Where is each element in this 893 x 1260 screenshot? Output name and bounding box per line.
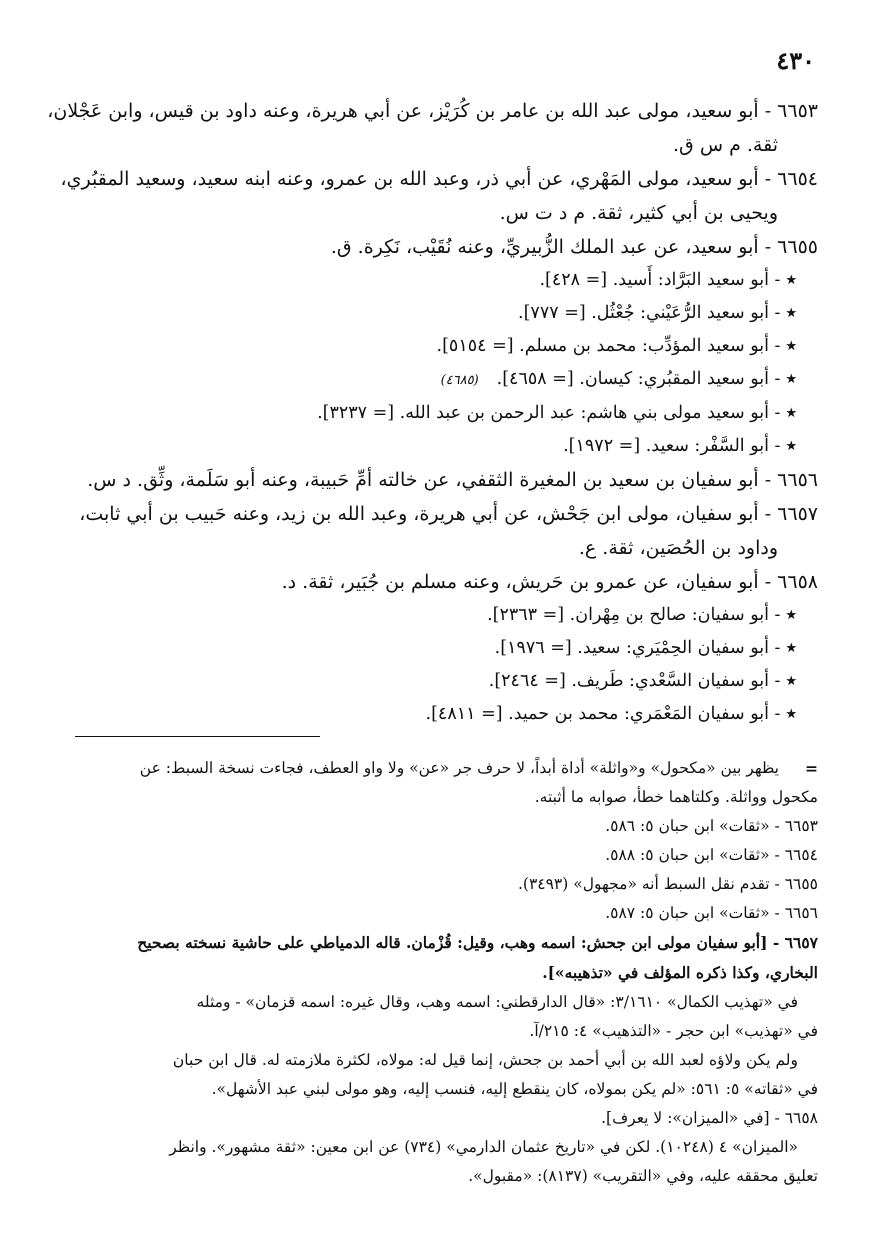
star-icon: ٭: [786, 638, 796, 658]
footnote-line: البخاري، وكذا ذكره المؤلف في «تذهيبه»].: [542, 963, 818, 982]
footnote-divider: [75, 736, 320, 737]
footnote-6655: ٦٦٥٥ - تقدم نقل السبط أنه «مجهول» (٣٤٩٣).: [517, 875, 818, 893]
xref-text: - أبو سعيد المؤدِّب: محمد بن مسلم. [= ٥١٥٤].: [436, 336, 781, 356]
footnote-line: ولم يكن ولاؤه لعبد الله بن أبي أحمد بن جحش، إنما قيل له: مولاه، لكثرة ملازمته له. قال ابن حبان: [172, 1051, 798, 1069]
star-icon: ٭: [786, 336, 796, 356]
xref-text: - أبو سعيد المقبُري: كيسان. [= ٤٦٥٨].: [496, 369, 781, 389]
xref-text: - أبو سفيان الحِمْيَري: سعيد. [= ١٩٧٦].: [494, 638, 781, 658]
entry-line: ٦٦٥٨ - أبو سفيان، عن عمرو بن حَريش، وعنه مسلم بن جُبَير، ثقة. د.: [281, 571, 818, 593]
entry-6656: [45, 463, 818, 497]
entry-6654: [45, 162, 818, 230]
xref-item: [45, 632, 818, 665]
xref-item: [45, 397, 818, 430]
footnote-6654: ٦٦٥٤ - «ثقات» ابن حبان ٥: ٥٨٨.: [605, 846, 818, 864]
star-icon: ٭: [786, 605, 796, 625]
entry-line: ٦٦٥٥ - أبو سعيد، عن عبد الملك الزُّبيريِّ، وعنه نُقَيْب، نَكِرة. ق.: [330, 236, 818, 258]
main-text: [45, 94, 818, 731]
footnote-6657: [45, 928, 818, 958]
star-icon: ٭: [786, 403, 796, 423]
entry-line: ثقة. م س ق.: [673, 134, 778, 156]
star-icon: ٭: [786, 671, 796, 691]
footnote-6653: ٦٦٥٣ - «ثقات» ابن حبان ٥: ٥٨٦.: [605, 817, 818, 835]
entry-line: ٦٦٥٣ - أبو سعيد، مولى عبد الله بن عامر بن كُرَيْز، عن أبي هريرة، وعنه داود بن قيس، وابن عَجْلان،: [47, 100, 818, 122]
xref-item: [45, 264, 818, 297]
continuation-mark: =: [805, 759, 818, 778]
xref-item: [45, 430, 818, 463]
xref-item: [45, 698, 818, 731]
star-icon: ٭: [786, 369, 796, 389]
xref-text: - أبو سعيد الرُّعَيْني: جُعْثُل. [= ٧٧٧].: [518, 303, 781, 323]
entry-6655: [45, 230, 818, 264]
xref-item: [45, 363, 818, 397]
xref-text: - أبو سعيد البَرَّاد: أَسيد. [= ٤٢٨].: [539, 270, 781, 290]
footnote-line: مكحول وواثلة. وكلتاهما خطأ، صوابه ما أثبته.: [534, 788, 818, 806]
footnote-6656: ٦٦٥٦ - «ثقات» ابن حبان ٥: ٥٨٧.: [605, 904, 818, 922]
handwritten-annotation: (٤٦٨٥): [440, 373, 479, 388]
footnote-line: في «تهذيب الكمال» ٣/١٦١٠: «قال الدارقطني: اسمه وهب، وقال غيره: اسمه قزمان» - ومثله: [196, 993, 798, 1011]
entry-line: ٦٦٥٦ - أبو سفيان بن سعيد بن المغيرة الثقفي، عن خالته أمِّ حَبيبة، وعنه أبو سَلَمة، وثِّق. د س.: [87, 469, 818, 491]
xref-item: [45, 330, 818, 363]
footnote-line: تعليق محققه عليه، وفي «التقريب» (٨١٣٧): «مقبول».: [468, 1167, 818, 1185]
xref-item: [45, 297, 818, 330]
footnote-continuation: [45, 754, 818, 783]
footnote-line: في «تهذيب» ابن حجر - «التذهيب» ٤: ٢١٥/آ.: [529, 1022, 818, 1040]
footnote-6658: ٦٦٥٨ - [في «الميزان»: لا يعرف].: [601, 1109, 818, 1127]
footnote-line: [45, 958, 818, 988]
entry-line: ٦٦٥٧ - أبو سفيان، مولى ابن جَحْش، عن أبي هريرة، وعبد الله بن زيد، وعنه حَبيب بن أبي ثابت،: [79, 503, 818, 525]
footnote-line: ٦٦٥٧ - [أبو سفيان مولى ابن جحش: اسمه وهب، وقيل: قُزْمان. قاله الدمياطي على حاشية نسخته بصحيح: [137, 933, 818, 952]
entry-6658: [45, 565, 818, 599]
entry-line: ويحيى بن أبي كثير، ثقة. م د ت س.: [499, 202, 778, 224]
star-icon: ٭: [786, 436, 796, 456]
entry-6657: [45, 497, 818, 565]
xref-text: - أبو سفيان المَعْمَري: محمد بن حميد. [= ٤٨١١].: [425, 704, 781, 724]
footnote-line: يظهر بين «مكحول» و«واثلة» أداة أبداً، لا حرف جر «عن» ولا واو العطف، فجاءت نسخة السبط: عن: [139, 759, 779, 777]
star-icon: ٭: [786, 303, 796, 323]
xref-text: - أبو سفيان: صالح بن مِهْران. [= ٢٣٦٣].: [487, 605, 781, 625]
footnotes: [45, 754, 818, 1191]
star-icon: ٭: [786, 270, 796, 290]
xref-item: [45, 599, 818, 632]
page-number: ٤٣٠: [776, 46, 815, 75]
footnote-line: في «ثقاته» ٥: ٥٦١: «لم يكن بمولاه، كان ينقطع إليه، فنسب إليه، وهو مولى لبني عبد الأشهل».: [211, 1080, 818, 1098]
star-icon: ٭: [786, 704, 796, 724]
xref-text: - أبو سفيان السَّعْدي: طَريف. [= ٢٤٦٤].: [488, 671, 781, 691]
entry-line: ٦٦٥٤ - أبو سعيد، مولى المَهْري، عن أبي ذر، وعبد الله بن عمرو، وعنه ابنه سعيد، وسعيد المقبُري،: [60, 168, 818, 190]
footnote-line: «الميزان» ٤ (١٠٢٤٨). لكن في «تاريخ عثمان الدارمي» (٧٣٤) عن ابن معين: «ثقة مشهور». وانظر: [169, 1138, 798, 1156]
xref-item: [45, 665, 818, 698]
xref-text: - أبو سعيد مولى بني هاشم: عبد الرحمن بن عبد الله. [= ٣٢٣٧].: [317, 403, 781, 423]
xref-text: - أبو السَّفْر: سعيد. [= ١٩٧٢].: [563, 436, 781, 456]
entry-line: وداود بن الحُصَين، ثقة. ع.: [578, 537, 778, 559]
entry-6653: [45, 94, 818, 162]
